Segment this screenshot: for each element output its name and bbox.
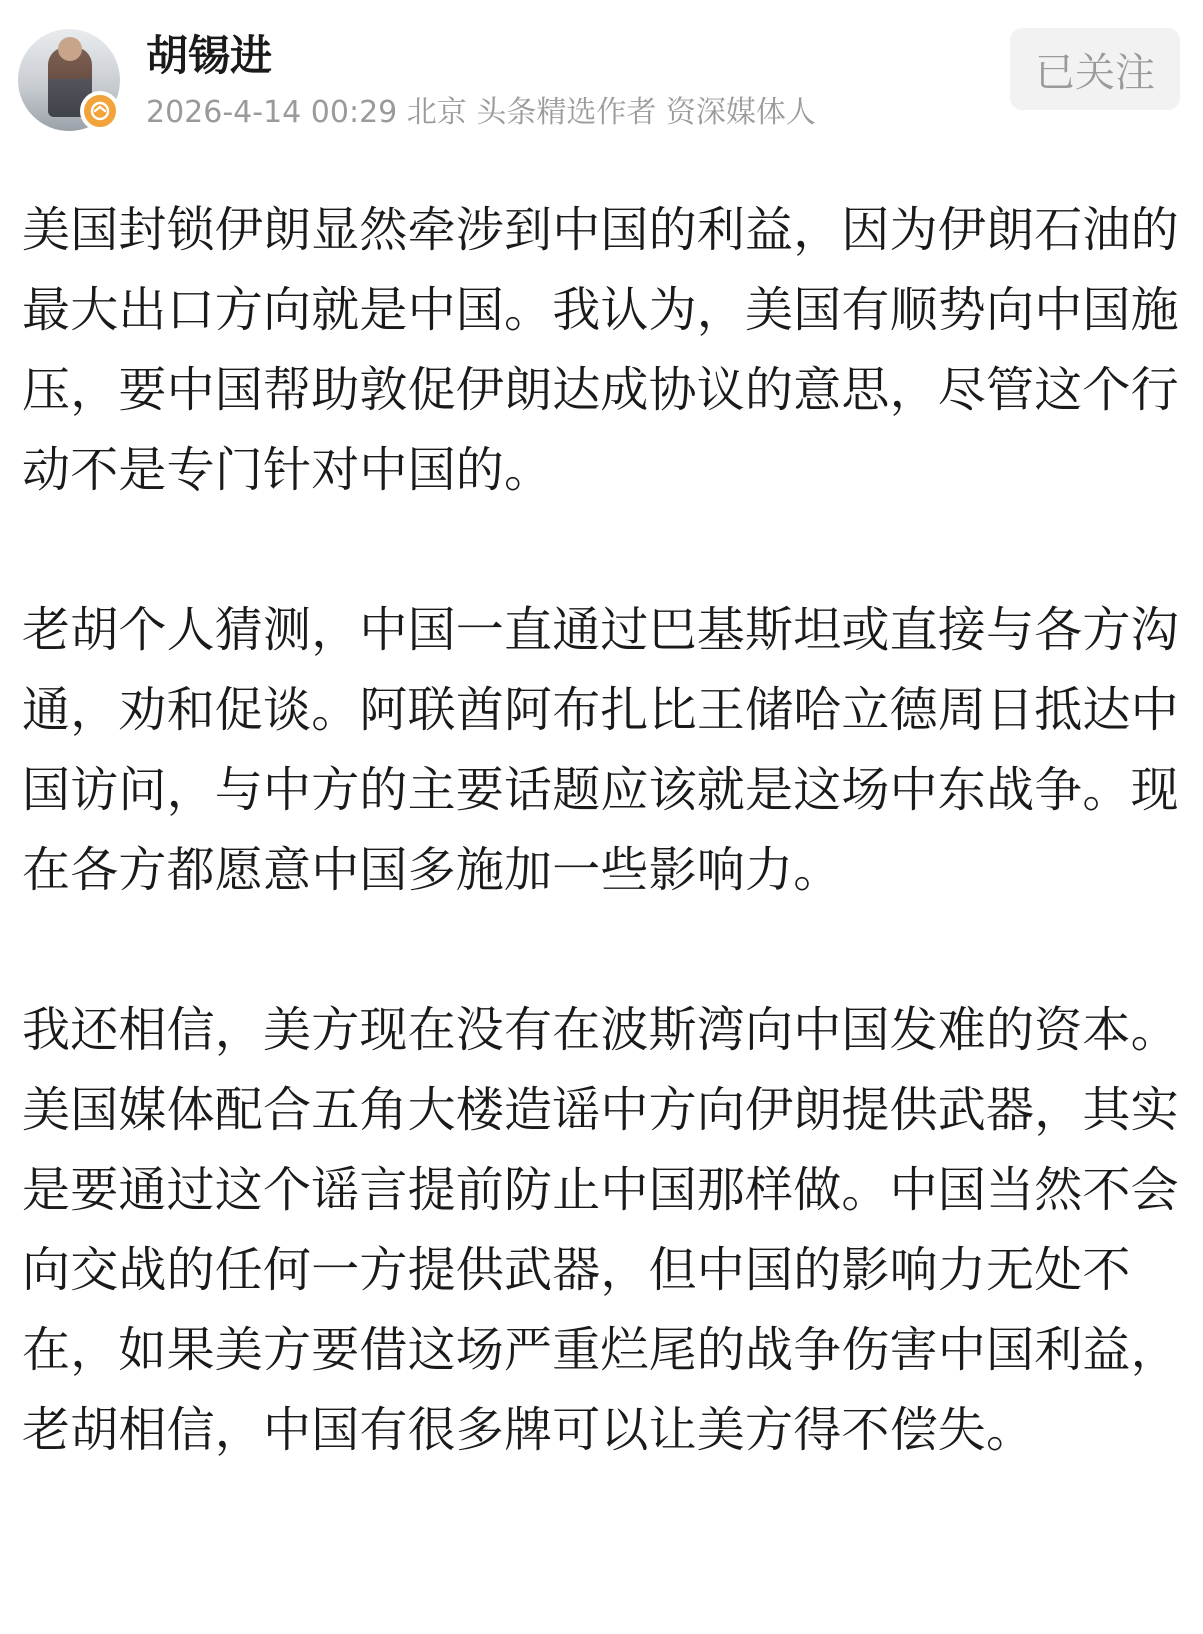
- follow-button[interactable]: 已关注: [1010, 28, 1180, 110]
- article-paragraph-3: 我还相信，美方现在没有在波斯湾向中国发难的资本。美国媒体配合五角大楼造谣中方向伊朗提供武器，其实是要通过这个谣言提前防止中国那样做。中国当然不会向交战的任何一方提供武器，但中国的影响力无处不在，如果美方要借这场严重烂尾的战争伤害中国利益，老胡相信，中国有很多牌可以让美方得不偿失。: [22, 1002, 1179, 1458]
- avatar-head: [58, 37, 82, 61]
- badge-glyph-icon: [88, 99, 112, 123]
- post-header: [0, 0, 1203, 150]
- post-meta: 2026-4-14 00:29 北京 头条精选作者 资深媒体人: [146, 95, 816, 130]
- author-name[interactable]: 胡锡进: [146, 31, 273, 80]
- article-paragraph-1: 美国封锁伊朗显然牵涉到中国的利益，因为伊朗石油的最大出口方向就是中国。我认为，美国有顺势向中国施压，要中国帮助敦促伊朗达成协议的意思，尽管这个行动不是专门针对中国的。: [22, 202, 1179, 498]
- article-body: [22, 190, 1182, 1470]
- verified-badge-icon: [80, 91, 120, 131]
- article-paragraph-2: 老胡个人猜测，中国一直通过巴基斯坦或直接与各方沟通，劝和促谈。阿联酋阿布扎比王储哈立德周日抵达中国访问，与中方的主要话题应该就是这场中东战争。现在各方都愿意中国多施加一些影响力。: [22, 602, 1179, 898]
